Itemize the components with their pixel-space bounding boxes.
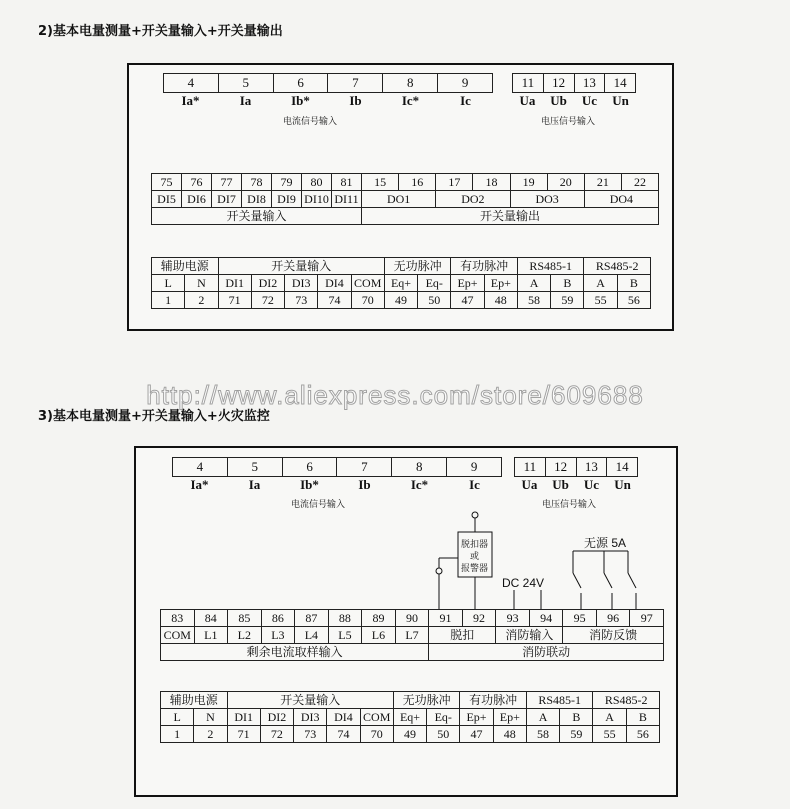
label-a-1: A — [517, 275, 550, 292]
terminal-81: 81 — [332, 174, 362, 191]
terminal-50: 50 — [418, 292, 451, 309]
terminal-15: 15 — [362, 174, 399, 191]
label-ib-star: Ib* — [300, 477, 319, 492]
label-com: COM — [351, 275, 384, 292]
section3-heading: 3)基本电量测量+开关量输入+火灾监控 — [38, 409, 270, 424]
label-di5: DI5 — [152, 191, 182, 208]
label-do3: DO3 — [510, 191, 584, 208]
terminal-70: 70 — [351, 292, 384, 309]
terminal-14: 14 — [605, 74, 636, 93]
terminal-19: 19 — [510, 174, 547, 191]
header-aux-power: 辅助电源 — [152, 258, 219, 275]
label-n: N — [185, 275, 218, 292]
terminal-90: 90 — [395, 610, 429, 627]
label-ep-plus-1: Ep+ — [460, 709, 493, 726]
label-ib: Ib — [358, 477, 371, 492]
label-ic-star: Ic* — [401, 93, 420, 108]
terminal-78: 78 — [242, 174, 272, 191]
label-fire-feedback: 消防反馈 — [563, 627, 664, 644]
terminal-2: 2 — [185, 292, 218, 309]
breaker-left-terminal — [436, 568, 442, 574]
label-uc: Uc — [583, 477, 600, 492]
terminal-1: 1 — [152, 292, 185, 309]
label-do2: DO2 — [436, 191, 510, 208]
label-ia: Ia — [248, 477, 261, 492]
terminal-21: 21 — [584, 174, 621, 191]
s3-voltage-caption: 电压信号输入 — [542, 500, 597, 510]
label-di1: DI1 — [227, 709, 260, 726]
label-di7: DI7 — [212, 191, 242, 208]
label-a-1: A — [526, 709, 559, 726]
terminal-49: 49 — [393, 726, 426, 743]
label-ia: Ia — [239, 93, 252, 108]
terminal-12: 12 — [545, 458, 576, 477]
terminal-76: 76 — [182, 174, 212, 191]
header-switch-input: 开关量输入 — [227, 692, 393, 709]
terminal-18: 18 — [473, 174, 510, 191]
label-ub: Ub — [550, 93, 567, 108]
label-di4: DI4 — [318, 275, 351, 292]
terminal-55: 55 — [584, 292, 617, 309]
header-rs485-2: RS485-2 — [593, 692, 660, 709]
label-b-2: B — [626, 709, 659, 726]
terminal-4: 4 — [164, 74, 219, 93]
header-active-pulse: 有功脉冲 — [460, 692, 527, 709]
s3-aux-table — [160, 691, 660, 743]
label-di10: DI10 — [302, 191, 332, 208]
header-switch-input: 开关量输入 — [218, 258, 384, 275]
terminal-73: 73 — [294, 726, 327, 743]
terminal-83: 83 — [161, 610, 195, 627]
terminal-16: 16 — [399, 174, 436, 191]
label-b-1: B — [551, 275, 584, 292]
s2-voltage-terminals — [512, 73, 636, 93]
terminal-91: 91 — [429, 610, 463, 627]
terminal-85: 85 — [228, 610, 262, 627]
terminal-4: 4 — [173, 458, 228, 477]
terminal-93: 93 — [496, 610, 530, 627]
label-di8: DI8 — [242, 191, 272, 208]
terminal-17: 17 — [436, 174, 473, 191]
label-di9: DI9 — [272, 191, 302, 208]
label-l4: L4 — [295, 627, 329, 644]
section2-panel — [127, 63, 674, 331]
label-b-2: B — [617, 275, 650, 292]
label-di1: DI1 — [218, 275, 251, 292]
label-ia-star: Ia* — [181, 93, 200, 108]
terminal-12: 12 — [543, 74, 574, 93]
label-eq-minus: Eq- — [427, 709, 460, 726]
label-uc: Uc — [581, 93, 598, 108]
terminal-95: 95 — [563, 610, 597, 627]
terminal-59: 59 — [551, 292, 584, 309]
terminal-48: 48 — [493, 726, 526, 743]
terminal-13: 13 — [576, 458, 607, 477]
label-un: Un — [612, 93, 629, 108]
breaker-box-line-2: 或 — [470, 552, 480, 562]
label-un: Un — [614, 477, 631, 492]
section3-panel — [134, 446, 678, 797]
terminal-84: 84 — [194, 610, 228, 627]
terminal-72: 72 — [260, 726, 293, 743]
label-l: L — [161, 709, 194, 726]
s2-di-caption: 开关量输入 — [152, 208, 362, 225]
label-di4: DI4 — [327, 709, 360, 726]
terminal-77: 77 — [212, 174, 242, 191]
terminal-73: 73 — [285, 292, 318, 309]
label-do4: DO4 — [584, 191, 658, 208]
terminal-11: 11 — [513, 74, 544, 93]
terminal-74: 74 — [327, 726, 360, 743]
label-ua: Ua — [519, 93, 536, 108]
header-rs485-2: RS485-2 — [584, 258, 651, 275]
s3-fire-caption: 消防联动 — [429, 644, 664, 661]
terminal-80: 80 — [302, 174, 332, 191]
dc-24v-label: DC 24V — [502, 576, 545, 590]
terminal-8: 8 — [383, 74, 438, 93]
label-di11: DI11 — [332, 191, 362, 208]
terminal-96: 96 — [596, 610, 630, 627]
contact-mid-switch — [604, 573, 612, 588]
watermark: http://www.aliexpress.com/store/609688 — [146, 380, 644, 410]
label-a-2: A — [584, 275, 617, 292]
terminal-7: 7 — [337, 458, 392, 477]
terminal-22: 22 — [621, 174, 658, 191]
header-aux-power: 辅助电源 — [161, 692, 228, 709]
label-di3: DI3 — [285, 275, 318, 292]
terminal-7: 7 — [328, 74, 383, 93]
terminal-11: 11 — [515, 458, 546, 477]
label-l5: L5 — [328, 627, 362, 644]
terminal-8: 8 — [392, 458, 447, 477]
terminal-88: 88 — [328, 610, 362, 627]
terminal-20: 20 — [547, 174, 584, 191]
s3-fire-terminals — [160, 609, 664, 661]
terminal-86: 86 — [261, 610, 295, 627]
terminal-6: 6 — [282, 458, 337, 477]
label-ep-plus-1: Ep+ — [451, 275, 484, 292]
terminal-97: 97 — [630, 610, 664, 627]
label-ep-plus-2: Ep+ — [493, 709, 526, 726]
s2-voltage-labels — [512, 93, 636, 109]
terminal-13: 13 — [574, 74, 605, 93]
terminal-58: 58 — [526, 726, 559, 743]
terminal-70: 70 — [360, 726, 393, 743]
terminal-47: 47 — [460, 726, 493, 743]
terminal-49: 49 — [384, 292, 417, 309]
label-l3: L3 — [261, 627, 295, 644]
label-l6: L6 — [362, 627, 396, 644]
terminal-48: 48 — [484, 292, 517, 309]
s3-residual-caption: 剩余电流取样输入 — [161, 644, 429, 661]
label-n: N — [194, 709, 227, 726]
terminal-71: 71 — [218, 292, 251, 309]
terminal-59: 59 — [560, 726, 593, 743]
label-ic-star: Ic* — [410, 477, 429, 492]
contact-right-switch — [628, 573, 636, 588]
breaker-box-line-1: 脱扣器 — [461, 540, 489, 550]
label-l: L — [152, 275, 185, 292]
label-di2: DI2 — [260, 709, 293, 726]
label-ua: Ua — [521, 477, 538, 492]
label-di2: DI2 — [251, 275, 284, 292]
terminal-92: 92 — [462, 610, 496, 627]
section2-heading: 2)基本电量测量+开关量输入+开关量输出 — [38, 24, 283, 39]
label-ib: Ib — [349, 93, 362, 108]
label-ic: Ic — [469, 477, 480, 492]
label-eq-minus: Eq- — [418, 275, 451, 292]
label-eq-plus: Eq+ — [384, 275, 417, 292]
breaker-top-terminal — [472, 512, 478, 518]
label-di6: DI6 — [182, 191, 212, 208]
terminal-94: 94 — [529, 610, 563, 627]
header-rs485-1: RS485-1 — [517, 258, 584, 275]
label-eq-plus: Eq+ — [393, 709, 426, 726]
label-l2: L2 — [228, 627, 262, 644]
terminal-6: 6 — [273, 74, 328, 93]
terminal-2: 2 — [194, 726, 227, 743]
header-reactive-pulse: 无功脉冲 — [384, 258, 451, 275]
s2-current-caption: 电流信号输入 — [283, 117, 338, 127]
label-l7: L7 — [395, 627, 429, 644]
contact-left-switch — [573, 573, 581, 588]
s3-current-caption: 电流信号输入 — [291, 500, 346, 510]
label-com: COM — [360, 709, 393, 726]
terminal-5: 5 — [227, 458, 282, 477]
terminal-9: 9 — [438, 74, 493, 93]
terminal-9: 9 — [447, 458, 502, 477]
s2-io-terminals — [151, 173, 659, 225]
label-b-1: B — [560, 709, 593, 726]
label-fire-input: 消防输入 — [496, 627, 563, 644]
terminal-72: 72 — [251, 292, 284, 309]
label-do1: DO1 — [362, 191, 436, 208]
breaker-box-line-3: 报警器 — [461, 564, 489, 574]
terminal-74: 74 — [318, 292, 351, 309]
label-di3: DI3 — [294, 709, 327, 726]
terminal-87: 87 — [295, 610, 329, 627]
terminal-50: 50 — [427, 726, 460, 743]
s2-aux-table — [151, 257, 651, 309]
label-ep-plus-2: Ep+ — [484, 275, 517, 292]
terminal-75: 75 — [152, 174, 182, 191]
terminal-55: 55 — [593, 726, 626, 743]
passive-5a-label: 无源 5A — [584, 536, 627, 550]
label-trip: 脱扣 — [429, 627, 496, 644]
terminal-1: 1 — [161, 726, 194, 743]
terminal-47: 47 — [451, 292, 484, 309]
terminal-56: 56 — [626, 726, 659, 743]
s2-voltage-caption: 电压信号输入 — [541, 117, 596, 127]
terminal-5: 5 — [218, 74, 273, 93]
terminal-14: 14 — [607, 458, 638, 477]
header-rs485-1: RS485-1 — [526, 692, 593, 709]
label-ic: Ic — [460, 93, 471, 108]
s2-current-terminals — [163, 73, 493, 93]
terminal-56: 56 — [617, 292, 650, 309]
header-reactive-pulse: 无功脉冲 — [393, 692, 460, 709]
header-active-pulse: 有功脉冲 — [451, 258, 518, 275]
s2-current-labels — [163, 93, 493, 109]
terminal-79: 79 — [272, 174, 302, 191]
label-ub: Ub — [552, 477, 569, 492]
label-com-fire: COM — [161, 627, 195, 644]
label-ia-star: Ia* — [190, 477, 209, 492]
terminal-71: 71 — [227, 726, 260, 743]
s2-do-caption: 开关量输出 — [362, 208, 659, 225]
label-ib-star: Ib* — [291, 93, 310, 108]
terminal-58: 58 — [517, 292, 550, 309]
label-a-2: A — [593, 709, 626, 726]
terminal-89: 89 — [362, 610, 396, 627]
label-l1: L1 — [194, 627, 228, 644]
